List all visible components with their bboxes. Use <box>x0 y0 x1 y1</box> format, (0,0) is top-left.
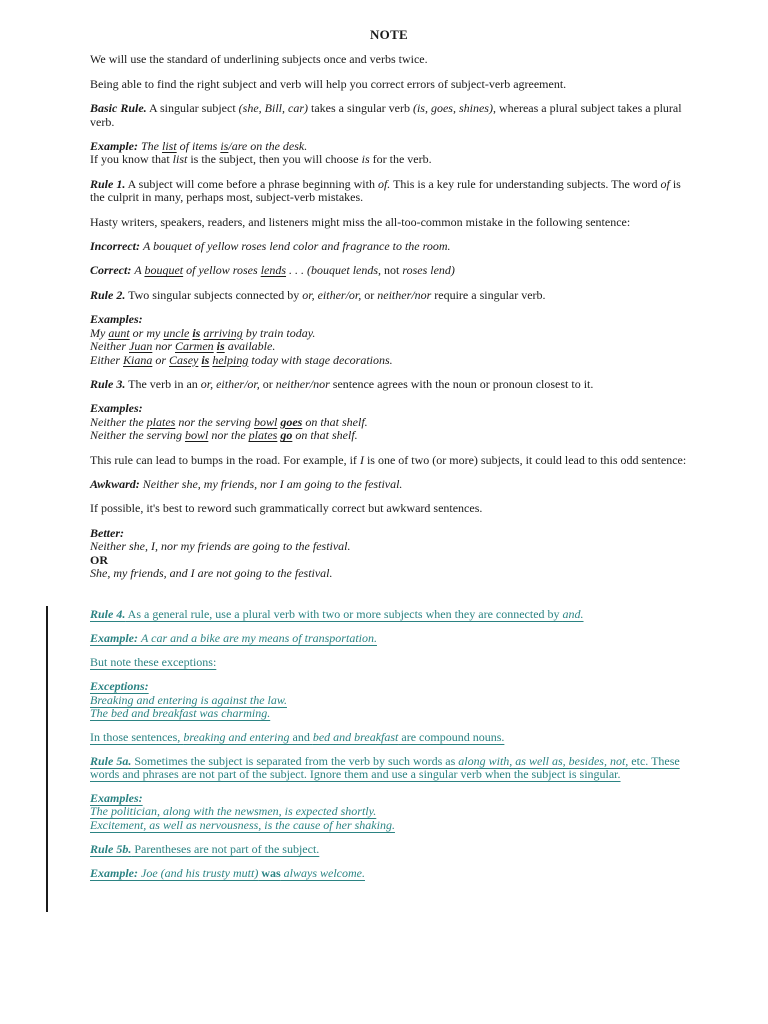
rule-2 <box>90 289 688 302</box>
text-line: She, my friends, and I are not going to the festival. <box>90 565 333 580</box>
rule-1 <box>90 178 688 205</box>
but-note <box>90 656 688 669</box>
text-line: Incorrect: A bouquet of yellow roses lend color and fragrance to the room. <box>90 239 451 254</box>
intro-agreement <box>90 78 688 91</box>
correct-example <box>90 264 688 277</box>
text-line: Either Kiana or Casey is helping today with stage decorations. <box>90 352 393 367</box>
examples-rule-2 <box>90 313 688 367</box>
awkward-example <box>90 478 688 491</box>
text-line: Example: Joe (and his trusty mutt) was always welcome. <box>90 865 365 880</box>
text-line: Hasty writers, speakers, readers, and listeners might miss the all-too-common mistake in the following sentence: <box>90 214 631 229</box>
rule-5b <box>90 843 688 856</box>
text-line: We will use the standard of underlining subjects once and verbs twice. <box>90 52 428 67</box>
text-line: Rule 1. A subject will come before a phrase beginning with of. This is a key rule for understanding subjects. The word of is the culprit in many, perhaps most, subject-verb mistakes. <box>90 176 681 205</box>
better-examples <box>90 527 688 581</box>
examples-rule-5a <box>90 792 688 832</box>
bumps-in-road <box>90 454 688 467</box>
text-line: Correct: A bouquet of yellow roses lends . . . (bouquet lends, not roses lend) <box>90 263 455 278</box>
text-line: Neither she, I, nor my friends are going to the festival. <box>90 539 351 554</box>
text-line: Better: <box>90 525 124 540</box>
revision-margin-bar <box>46 606 48 912</box>
text-line: Example: A car and a bike are my means of transportation. <box>90 631 377 646</box>
text-line: The bed and breakfast was charming. <box>90 705 271 720</box>
compound-nouns <box>90 731 688 744</box>
exceptions <box>90 680 688 720</box>
text-line: Examples: <box>90 401 143 416</box>
text-line: Neither the plates nor the serving bowl goes on that shelf. <box>90 414 368 429</box>
basic-rule <box>90 102 688 129</box>
document-body <box>90 53 688 880</box>
rule-5a <box>90 755 688 782</box>
text-line: Basic Rule. A singular subject (she, Bill, car) takes a singular verb (is, goes, shines), whereas a plural subject takes a plural verb. <box>90 101 682 129</box>
text-line: This rule can lead to bumps in the road. For example, if I is one of two (or more) subjects, it could lead to this odd sentence: <box>90 452 687 467</box>
text-line: Examples: <box>90 312 143 327</box>
text-line: Being able to find the right subject and verb will help you correct errors of subject-verb agreement. <box>90 76 567 91</box>
text-line: Example: The list of items is/are on the desk. <box>90 139 308 154</box>
text-line: Neither Juan nor Carmen is available. <box>90 339 276 354</box>
text-line: Rule 5a. Sometimes the subject is separated from the verb by such words as along with, as well as, besides, not, etc. These words and phrases are not part of the subject. Ignore them and use a singular verb when the subject is singular. <box>90 753 680 782</box>
text-line: Examples: <box>90 791 143 806</box>
example-list <box>90 140 688 167</box>
text-line: Rule 2. Two singular subjects connected by or, either/or, or neither/nor require a singular verb. <box>90 287 546 302</box>
rule-4 <box>90 608 688 621</box>
examples-rule-3 <box>90 402 688 442</box>
rule-3 <box>90 378 688 391</box>
incorrect-example <box>90 240 688 253</box>
text-line: If possible, it's best to reword such grammatically correct but awkward sentences. <box>90 501 483 516</box>
hasty-writers <box>90 216 688 229</box>
text-line: In those sentences, breaking and entering and bed and breakfast are compound nouns. <box>90 729 505 744</box>
text-line: Rule 4. As a general rule, use a plural verb with two or more subjects when they are connected by and. <box>90 607 584 622</box>
text-line: My aunt or my uncle is arriving by train today. <box>90 325 316 340</box>
text-line: Awkward: Neither she, my friends, nor I am going to the festival. <box>90 476 403 491</box>
text-line: Excitement, as well as nervousness, is the cause of her shaking. <box>90 817 395 832</box>
example-rule-4 <box>90 632 688 645</box>
text-line: Exceptions: <box>90 679 149 694</box>
text-line: But note these exceptions: <box>90 655 217 670</box>
text-line: OR <box>90 552 108 567</box>
example-rule-5b <box>90 867 688 880</box>
text-line: Breaking and entering is against the law. <box>90 692 287 707</box>
document-page <box>90 28 688 891</box>
intro-underlining <box>90 53 688 66</box>
reword-advice <box>90 502 688 515</box>
text-line: Rule 5b. Parentheses are not part of the subject. <box>90 841 320 856</box>
text-line: The politician, along with the newsmen, is expected shortly. <box>90 804 377 819</box>
text-line: If you know that list is the subject, then you will choose is for the verb. <box>90 152 432 167</box>
text-line: Neither the serving bowl nor the plates go on that shelf. <box>90 428 358 443</box>
page-title: NOTE <box>369 27 409 42</box>
text-line: Rule 3. The verb in an or, either/or, or neither/nor sentence agrees with the noun or pronoun closest to it. <box>90 376 594 391</box>
